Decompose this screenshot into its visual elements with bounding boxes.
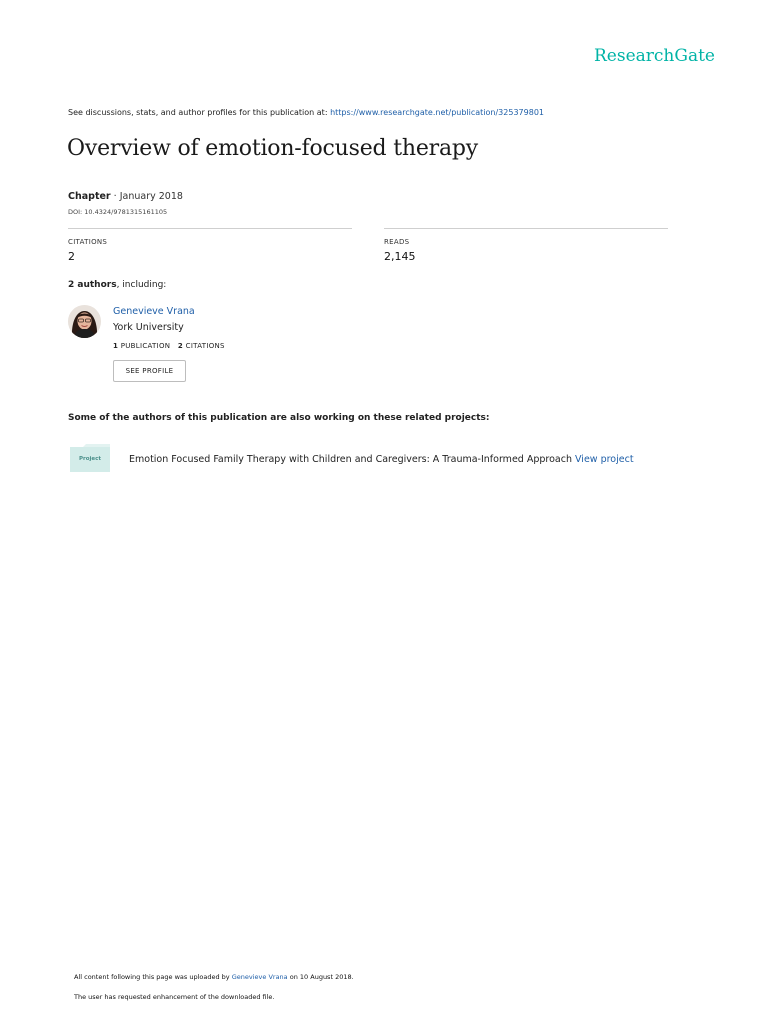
- author-institution: York University: [113, 322, 184, 333]
- author-avatar[interactable]: [68, 305, 101, 338]
- publication-date: January 2018: [119, 191, 183, 202]
- citations-divider: [68, 228, 352, 229]
- authors-including: , including:: [116, 280, 167, 290]
- see-discussions-text: See discussions, stats, and author profiles for this publication at:: [68, 108, 328, 117]
- author-citations-label: CITATIONS: [185, 342, 225, 350]
- enhancement-note: The user has requested enhancement of the downloaded file.: [74, 993, 275, 1001]
- person-photo-icon: [68, 305, 101, 338]
- meta-separator: ·: [113, 191, 120, 202]
- publication-meta: [68, 191, 183, 202]
- researchgate-logo[interactable]: ResearchGate: [594, 46, 715, 66]
- citations-value: 2: [68, 250, 75, 263]
- upload-note: [74, 973, 354, 981]
- reads-divider: [384, 228, 668, 229]
- citations-label: CITATIONS: [68, 238, 108, 246]
- related-project-title: Emotion Focused Family Therapy with Children and Caregivers: A Trauma-Informed Approach: [129, 454, 572, 465]
- view-project-link[interactable]: View project: [575, 454, 634, 465]
- author-publications-label: PUBLICATION: [120, 342, 171, 350]
- reads-value: 2,145: [384, 250, 416, 263]
- upload-suffix: on 10 August 2018.: [289, 973, 354, 981]
- related-projects-heading: [68, 413, 490, 423]
- publication-type: Chapter: [68, 191, 111, 202]
- see-discussions-line: [68, 108, 544, 117]
- upload-prefix: All content following this page was uploaded by: [74, 973, 230, 981]
- publication-doi: DOI: 10.4324/9781315161105: [68, 208, 168, 216]
- project-folder-label: Project: [78, 456, 102, 462]
- author-publications-count: 1: [113, 342, 119, 350]
- related-project-item: [129, 454, 634, 465]
- uploader-link[interactable]: Genevieve Vrana: [231, 973, 288, 981]
- publication-url-link[interactable]: https://www.researchgate.net/publication/325379801: [330, 108, 544, 117]
- reads-label: READS: [384, 238, 410, 246]
- author-stats: [113, 342, 225, 350]
- related-projects-heading-text: Some of the authors of this publication are also working on these related projects:: [68, 413, 490, 423]
- authors-heading: [68, 280, 166, 290]
- authors-count: 2 authors: [68, 280, 117, 290]
- author-name-link[interactable]: Genevieve Vrana: [113, 306, 195, 317]
- publication-title: Overview of emotion-focused therapy: [67, 136, 478, 161]
- see-profile-button[interactable]: SEE PROFILE: [113, 360, 186, 382]
- author-citations-count: 2: [177, 342, 184, 350]
